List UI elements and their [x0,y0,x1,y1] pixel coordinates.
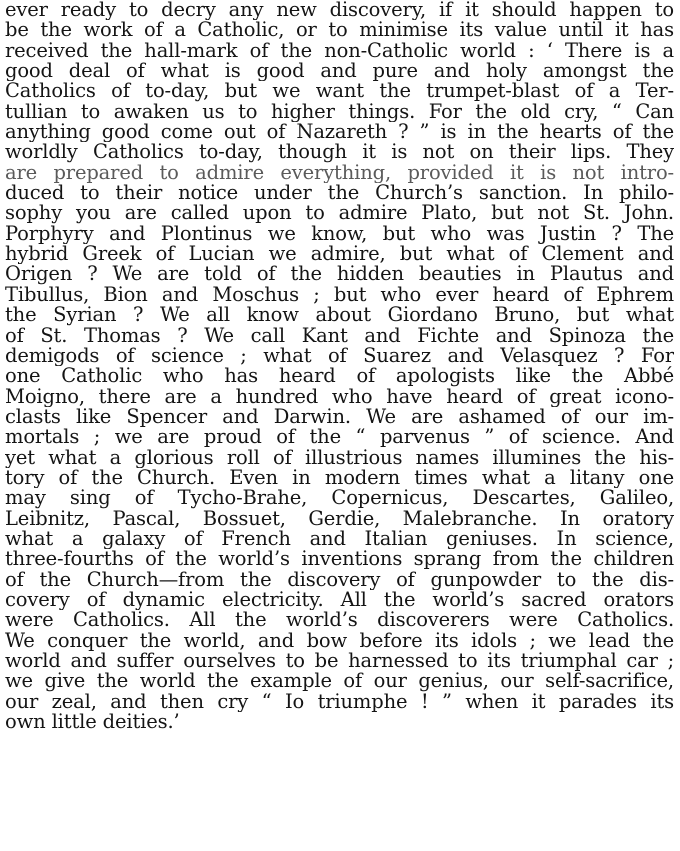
text-line: mortals ; we are proud of the “ parvenus ” of science. And [5,427,674,448]
text-line: sophy you are called upon to admire Plato, but not St. John. [5,203,674,224]
text-line: three-fourths of the world’s inventions sprang from the children [5,549,674,570]
text-line: may sing of Tycho-Brahe, Copernicus, Descartes, Galileo, [5,488,674,509]
text-line: of St. Thomas ? We call Kant and Fichte and Spinoza the [5,325,674,346]
text-line: own little deities.’ [5,712,180,733]
text-line: are prepared to admire everything, provided it is not intro- [5,162,674,184]
text-line: worldly Catholics to-day, though it is not on their lips. They [5,142,674,163]
text-line: ever ready to decry any new discovery, if it should happen to [5,0,674,21]
text-line: good deal of what is good and pure and holy amongst the [5,61,674,82]
text-line: yet what a glorious roll of illustrious names illumines the his- [5,447,674,468]
text-line: received the hall-mark of the non-Catholic world : ‘ There is a [5,40,674,62]
text-line: tullian to awaken us to higher things. For the old cry, “ Can [5,101,674,123]
text-line: covery of dynamic electricity. All the world’s sacred orators [5,589,674,611]
text-line: were Catholics. All the world’s discoverers were Catholics. [5,610,674,631]
text-line: demigods of science ; what of Suarez and Velasquez ? For [5,345,674,367]
text-line: Leibnitz, Pascal, Bossuet, Gerdie, Malebranche. In oratory [5,508,674,529]
text-line: duced to their notice under the Church’s sanction. In philo- [5,183,674,204]
text-line: we give the world the example of our genius, our self-sacrifice, [5,671,674,692]
text-line: clasts like Spencer and Darwin. We are ashamed of our im- [5,406,674,428]
text-line: the Syrian ? We all know about Giordano Bruno, but what [5,305,674,326]
text-line: tory of the Church. Even in modern times what a litany one [5,467,674,489]
text-line: what a galaxy of French and Italian geniuses. In science, [5,528,674,550]
text-line: one Catholic who has heard of apologists like the Abbé [5,366,674,387]
text-line: of the Church—from the discovery of gunpowder to the dis- [5,569,674,590]
body-text [5,0,674,732]
text-line: Moigno, there are a hundred who have heard of great icono- [5,386,674,407]
text-line: our zeal, and then cry “ Io triumphe ! ” when it parades its [5,691,674,713]
text-line: Porphyry and Plontinus we know, but who was Justin ? The [5,223,674,245]
text-line: anything good come out of Nazareth ? ” is in the hearts of the [5,122,674,143]
text-line: Tibullus, Bion and Moschus ; but who ever heard of Ephrem [5,284,674,306]
text-line: world and suffer ourselves to be harnessed to its triumphal car ; [5,651,674,672]
text-line: hybrid Greek of Lucian we admire, but what of Clement and [5,244,674,265]
text-line: Catholics of to-day, but we want the trumpet-blast of a Ter- [5,81,674,102]
text-line: We conquer the world, and bow before its idols ; we lead the [5,630,674,651]
text-line: be the work of a Catholic, or to minimise its value until it has [5,20,674,41]
text-line: Origen ? We are told of the hidden beauties in Plautus and [5,264,674,285]
